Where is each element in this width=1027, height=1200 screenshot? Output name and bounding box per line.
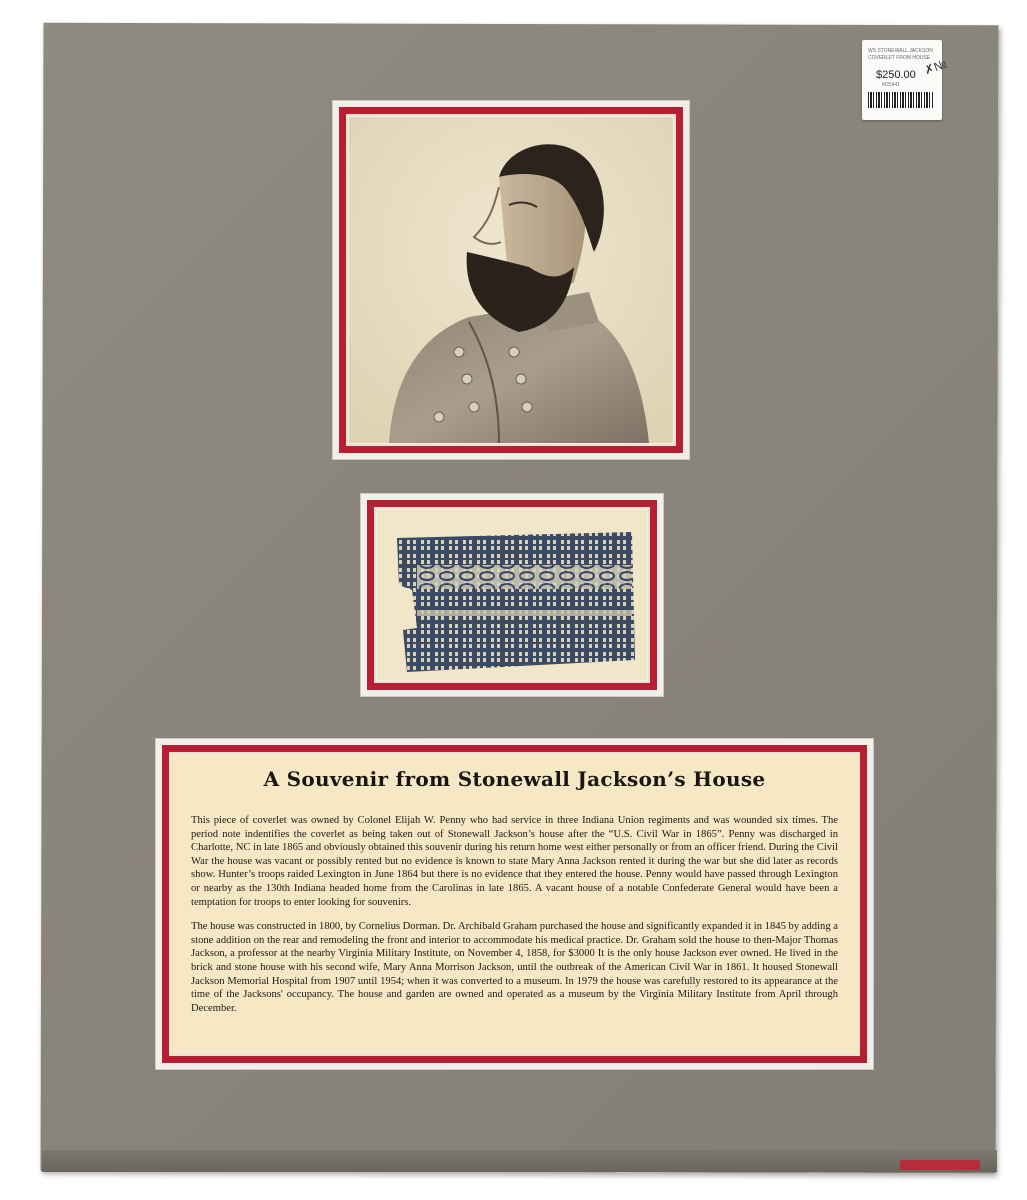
coverlet-swatch bbox=[377, 510, 647, 680]
price-tag-code: M25441 bbox=[882, 82, 901, 88]
price-tag bbox=[862, 40, 949, 120]
barcode-icon bbox=[868, 92, 934, 108]
price-tag-line1: WS STONEWALL JACKSON bbox=[868, 48, 933, 54]
price-tag-price: $250.00 bbox=[876, 69, 916, 81]
card-body bbox=[191, 814, 838, 1026]
portrait-photo bbox=[349, 117, 673, 443]
card-paragraph-1: This piece of coverlet was owned by Colonel Elijah W. Penny who had service in three Indiana Union regiments and was wounded six times. The period note indentifies the coverlet as being taken out of Stonewall Jackson’s house after the “U.S. Civil War in 1865”. Penny was discharged in Charlotte, NC in late 1865 and obviously obtained this souvenir during his return home west either personally or from an officer friend. During the Civil War the house was vacant or possibly rented but no evidence is known to state Mary Anna Jackson rented it during the war but she did later as records show. Hunter’s troops raided Lexington in June 1864 but there is no evidence that they entered the house. Penny would have passed through Lexington or nearby as the 130th Indiana headed home from the Carolinas in late 1865. A vacant house of a notable Confederate General would have been a temptation for troops to enter looking for souvenirs. bbox=[191, 815, 838, 908]
price-tag-line2: COVERLET FROM HOUSE bbox=[868, 55, 931, 61]
price-tag-mark: ✗№ bbox=[922, 56, 949, 78]
board-edge bbox=[42, 1150, 997, 1172]
description-card bbox=[171, 754, 858, 1054]
card-title: A Souvenir from Stonewall Jackson’s House bbox=[263, 767, 766, 791]
coverlet-frame bbox=[367, 500, 657, 690]
portrait-frame bbox=[339, 107, 683, 453]
card-paragraph-2: The house was constructed in 1800, by Cornelius Dorman. Dr. Archibald Graham purchased the house and significantly expanded it in 1845 by adding a stone addition on the rear and remodeling the front and interior to accommodate his medical practice. Dr. Graham sold the house to then-Major Thomas Jackson, a professor at the nearby Virginia Military Institute, on November 4, 1858, for $3000 It is the only house Jackson ever owned. He lived in the brick and stone house with his second wife, Mary Anna Morrison Jackson, until the outbreak of the American Civil War in 1861. It housed Stonewall Jackson Memorial Hospital from 1907 until 1954; when it was converted to a museum. In 1979 the house was carefully restored to its appearance at the time of the Jacksons' occupancy. The house and garden are owned and operated as a museum by the Virginia Military Institute from April through December. bbox=[191, 921, 838, 1014]
description-frame bbox=[162, 745, 867, 1063]
red-strip bbox=[900, 1160, 980, 1170]
